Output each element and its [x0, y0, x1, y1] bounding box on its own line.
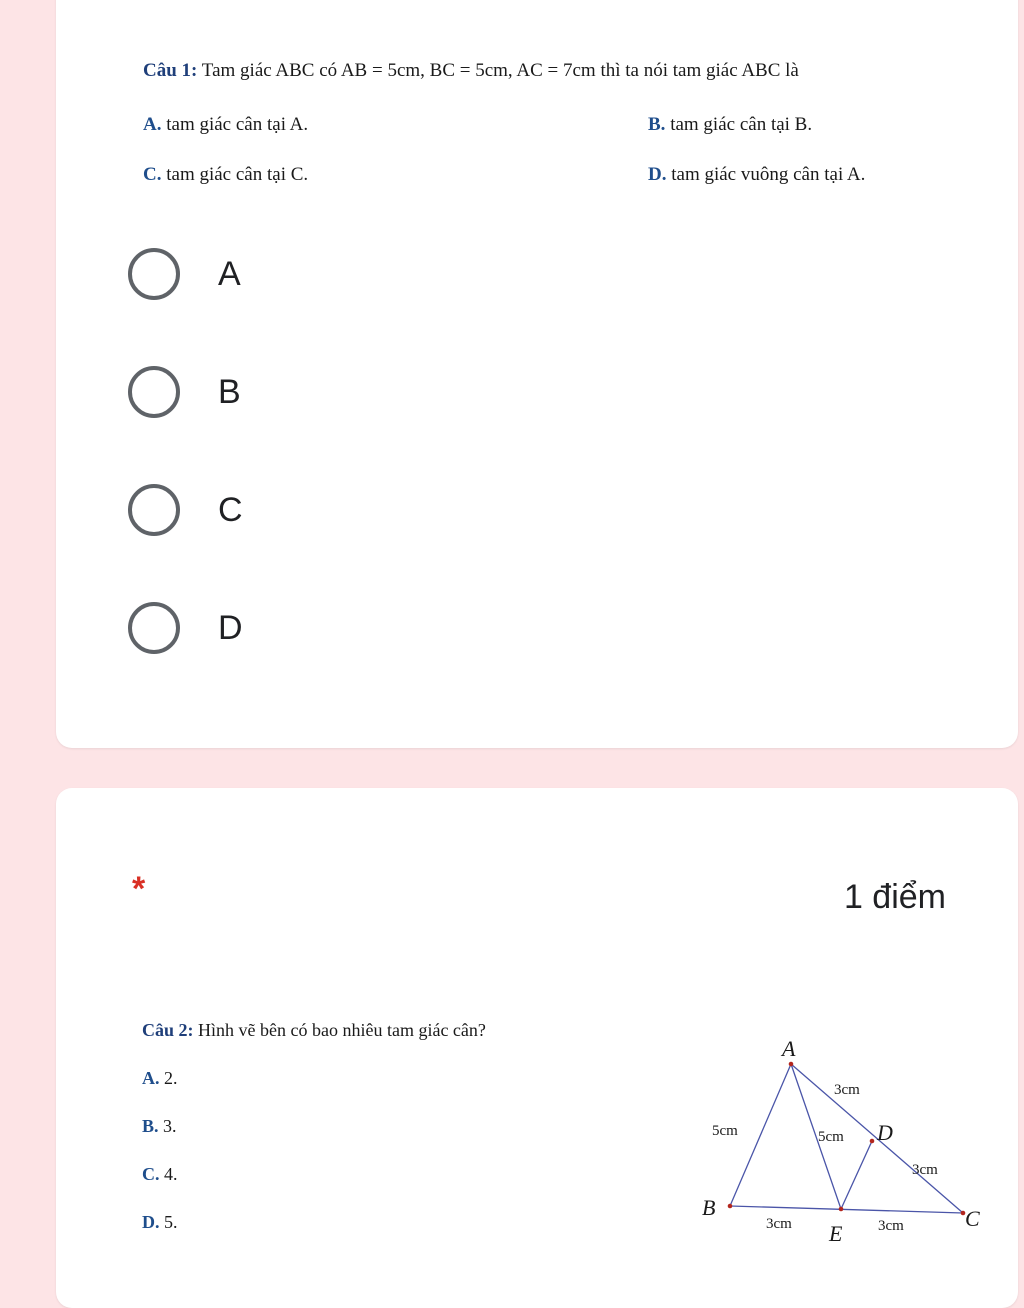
q1-option-b: B. tam giác cân tại B. [648, 114, 813, 135]
length-label-ae: 5cm [818, 1129, 844, 1145]
length-label-dc: 3cm [912, 1162, 938, 1178]
vertex-label-c: C [965, 1206, 980, 1231]
vertex-label-e: E [829, 1221, 843, 1246]
q1-option-a: A. tam giác cân tại A. [143, 114, 309, 135]
question-1-number: Câu 1: [143, 60, 198, 81]
points-label: 1 điểm [843, 878, 946, 916]
q2-option-c: C. 4. [142, 1164, 178, 1184]
radio-label: C [218, 490, 243, 529]
question-1-body: Tam giác ABC có AB = 5cm, BC = 5cm, AC = 7cm thì ta nói tam giác ABC là [201, 60, 799, 81]
point-a [789, 1062, 794, 1067]
radio-label: D [218, 608, 243, 647]
question-card-1 [56, 0, 1018, 748]
question-2-text [142, 1020, 486, 1041]
q1-option-d: D. tam giác vuông cân tại A. [648, 164, 866, 185]
point-b [728, 1204, 733, 1209]
radio-button[interactable] [128, 366, 180, 418]
radio-choice-d[interactable] [128, 598, 243, 658]
question-1-text [143, 60, 799, 82]
radio-choice-c[interactable] [128, 480, 243, 540]
triangle-figure [636, 1028, 1016, 1258]
question-card-2 [56, 788, 1018, 1308]
question-2-number: Câu 2: [142, 1020, 194, 1040]
vertex-label-a: A [782, 1036, 796, 1061]
vertex-label-d: D [877, 1120, 893, 1145]
q2-option-a: A. 2. [142, 1068, 178, 1088]
segment-ab [730, 1064, 791, 1206]
radio-choice-a[interactable] [128, 244, 241, 304]
q1-option-c: C. tam giác cân tại C. [143, 164, 309, 185]
radio-label: A [218, 254, 241, 293]
segment-bc [730, 1206, 963, 1213]
question-2-body: Hình vẽ bên có bao nhiêu tam giác cân? [198, 1020, 486, 1040]
radio-button[interactable] [128, 602, 180, 654]
vertex-label-b: B [702, 1195, 716, 1220]
q2-option-b: B. 3. [142, 1116, 177, 1136]
radio-button[interactable] [128, 248, 180, 300]
length-label-be: 3cm [766, 1216, 792, 1232]
radio-choice-b[interactable] [128, 362, 241, 422]
length-label-ad: 3cm [834, 1082, 860, 1098]
point-e [839, 1207, 844, 1212]
point-d [870, 1139, 875, 1144]
length-label-ab: 5cm [712, 1123, 738, 1139]
radio-label: B [218, 372, 241, 411]
radio-button[interactable] [128, 484, 180, 536]
q2-option-d: D. 5. [142, 1212, 178, 1232]
required-asterisk: * [132, 870, 146, 908]
segment-ed [841, 1141, 872, 1209]
length-label-ec: 3cm [878, 1218, 904, 1234]
